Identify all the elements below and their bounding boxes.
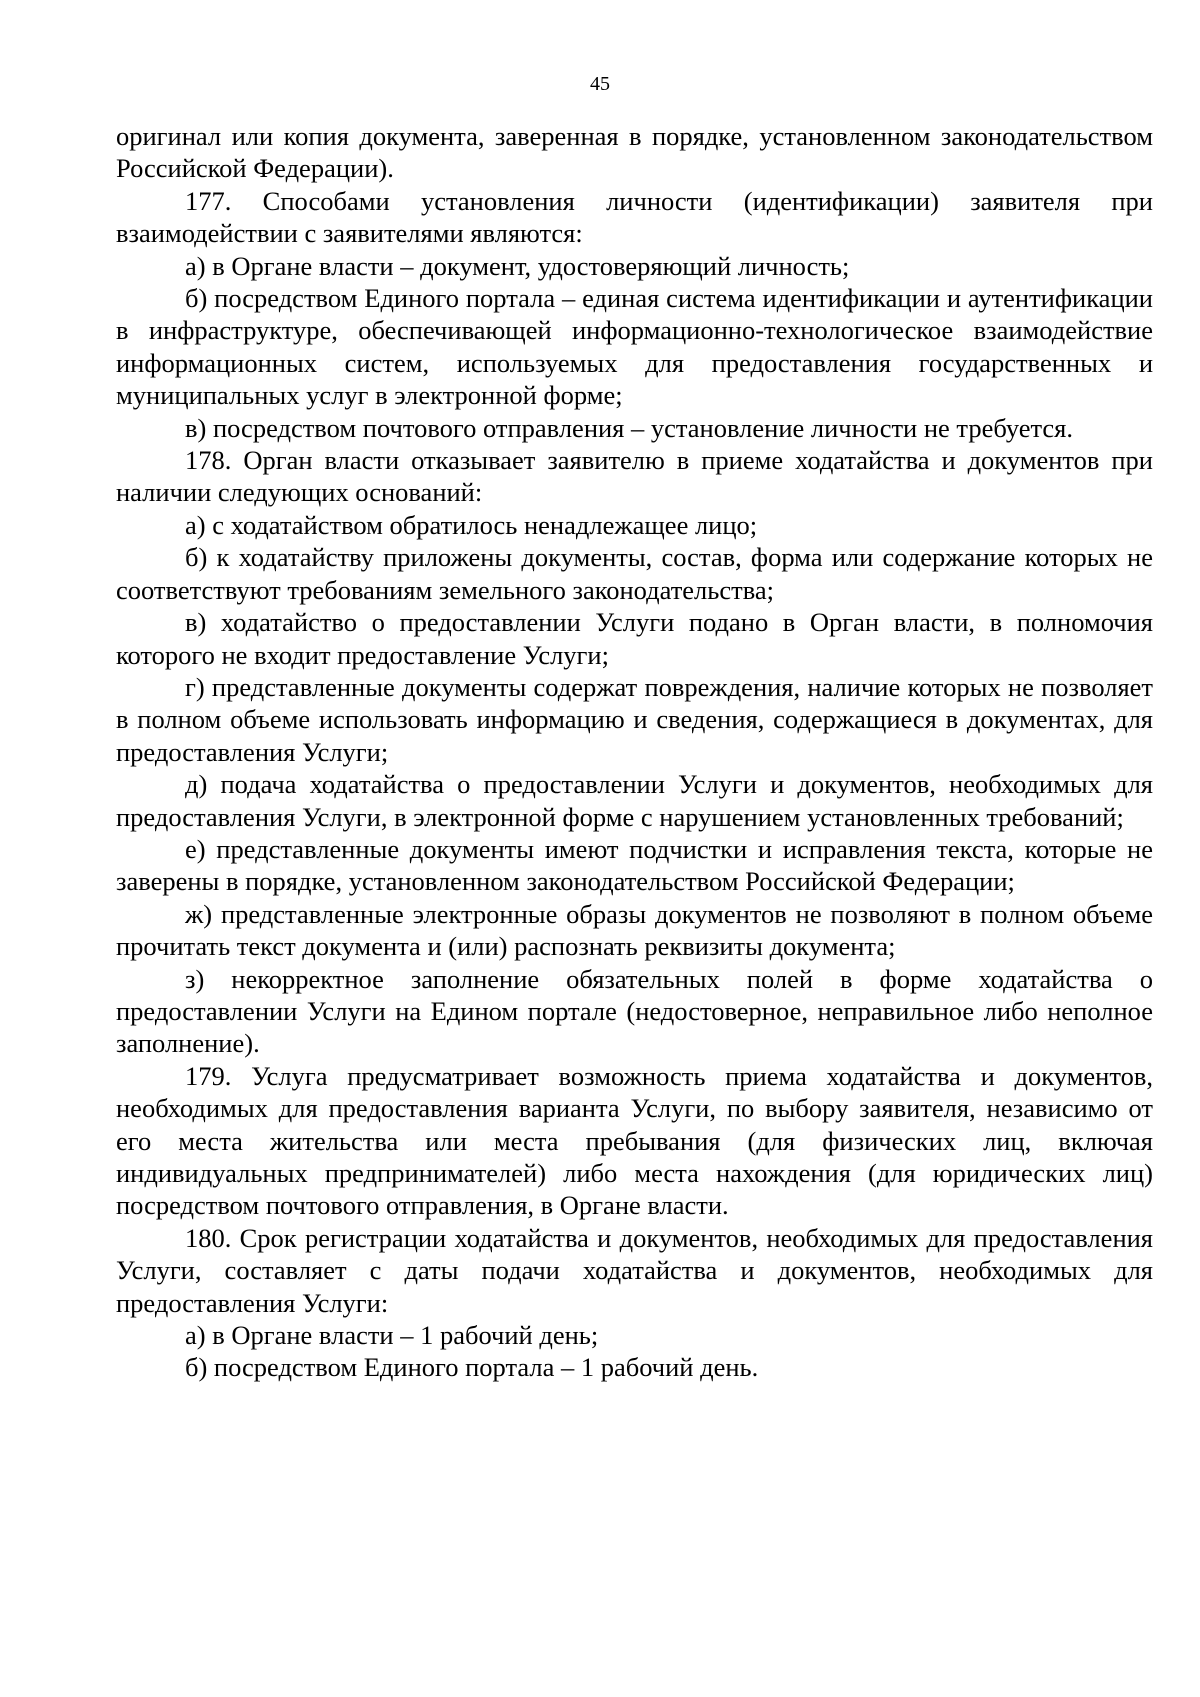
paragraph-178-d: д) подача ходатайства о предоставлении Услуги и документов, необходимых для предоставления Услуги, в электронной форме с нарушением установленных требований; (116, 769, 1153, 832)
paragraph-178-zh: ж) представленные электронные образы документов не позволяют в полном объеме прочитать текст документа и (или) распознать реквизиты документа; (116, 898, 1153, 962)
paragraph-178: 178. Орган власти отказывает заявителю в приеме ходатайства и документов при наличии следующих оснований: (116, 445, 1153, 508)
paragraph-178-g: г) представленные документы содержат повреждения, наличие которых не позволяет в полном объеме использовать информацию и сведения, содержащиеся в документах, для предоставления Услуги; (116, 671, 1153, 767)
paragraph-177: 177. Способами установления личности (идентификации) заявителя при взаимодействии с заявителями являются: (116, 185, 1153, 249)
paragraph-180: 180. Срок регистрации ходатайства и документов, необходимых для предоставления Услуги, составляет с даты подачи ходатайства и документов, необходимых для предоставления Услуги: (116, 1222, 1153, 1318)
paragraph-179: 179. Услуга предусматривает возможность приема ходатайства и документов, необходимых для предоставления варианта Услуги, по выбору заявителя, независимо от его места жительства или места пребывания (для физических лиц, включая индивидуальных предпринимателей) либо места нахождения (для юридических лиц) посредством почтового отправления, в Органе власти. (116, 1060, 1153, 1221)
paragraph-178-v: в) ходатайство о предоставлении Услуги подано в Орган власти, в полномочия которого не входит предоставление Услуги; (116, 607, 1153, 670)
paragraph-177-a: а) в Органе власти – документ, удостоверяющий личность; (185, 250, 850, 281)
paragraph-178-z: з) некорректное заполнение обязательных полей в форме ходатайства о предоставлении Услуги на Едином портале (недостоверное, неправильное либо неполное заполнение). (116, 963, 1153, 1059)
paragraph-180-a: а) в Органе власти – 1 рабочий день; (185, 1320, 599, 1351)
paragraph-177-b: б) посредством Единого портала – единая система идентификации и аутентификации в инфраструктуре, обеспечивающей информационно-технологическое взаимодействие информационных систем, используемых для предоставления государственных и муниципальных услуг в электронной форме; (116, 283, 1153, 411)
paragraph-178-b: б) к ходатайству приложены документы, состав, форма или содержание которых не соответствуют требованиям земельного законодательства; (116, 542, 1153, 605)
page-number: 45 (590, 73, 610, 95)
paragraph-180-b: б) посредством Единого портала – 1 рабочий день. (185, 1352, 759, 1383)
paragraph-177-v: в) посредством почтового отправления – установление личности не требуется. (185, 412, 1073, 443)
paragraph-continuation: оригинал или копия документа, заверенная в порядке, установленном законодательством Российской Федерации). (116, 121, 1153, 184)
paragraph-178-e: е) представленные документы имеют подчистки и исправления текста, которые не заверены в порядке, установленном законодательством Российской Федерации; (116, 833, 1153, 897)
paragraph-178-a: а) с ходатайством обратилось ненадлежащее лицо; (185, 509, 758, 540)
document-body (116, 120, 1153, 1384)
